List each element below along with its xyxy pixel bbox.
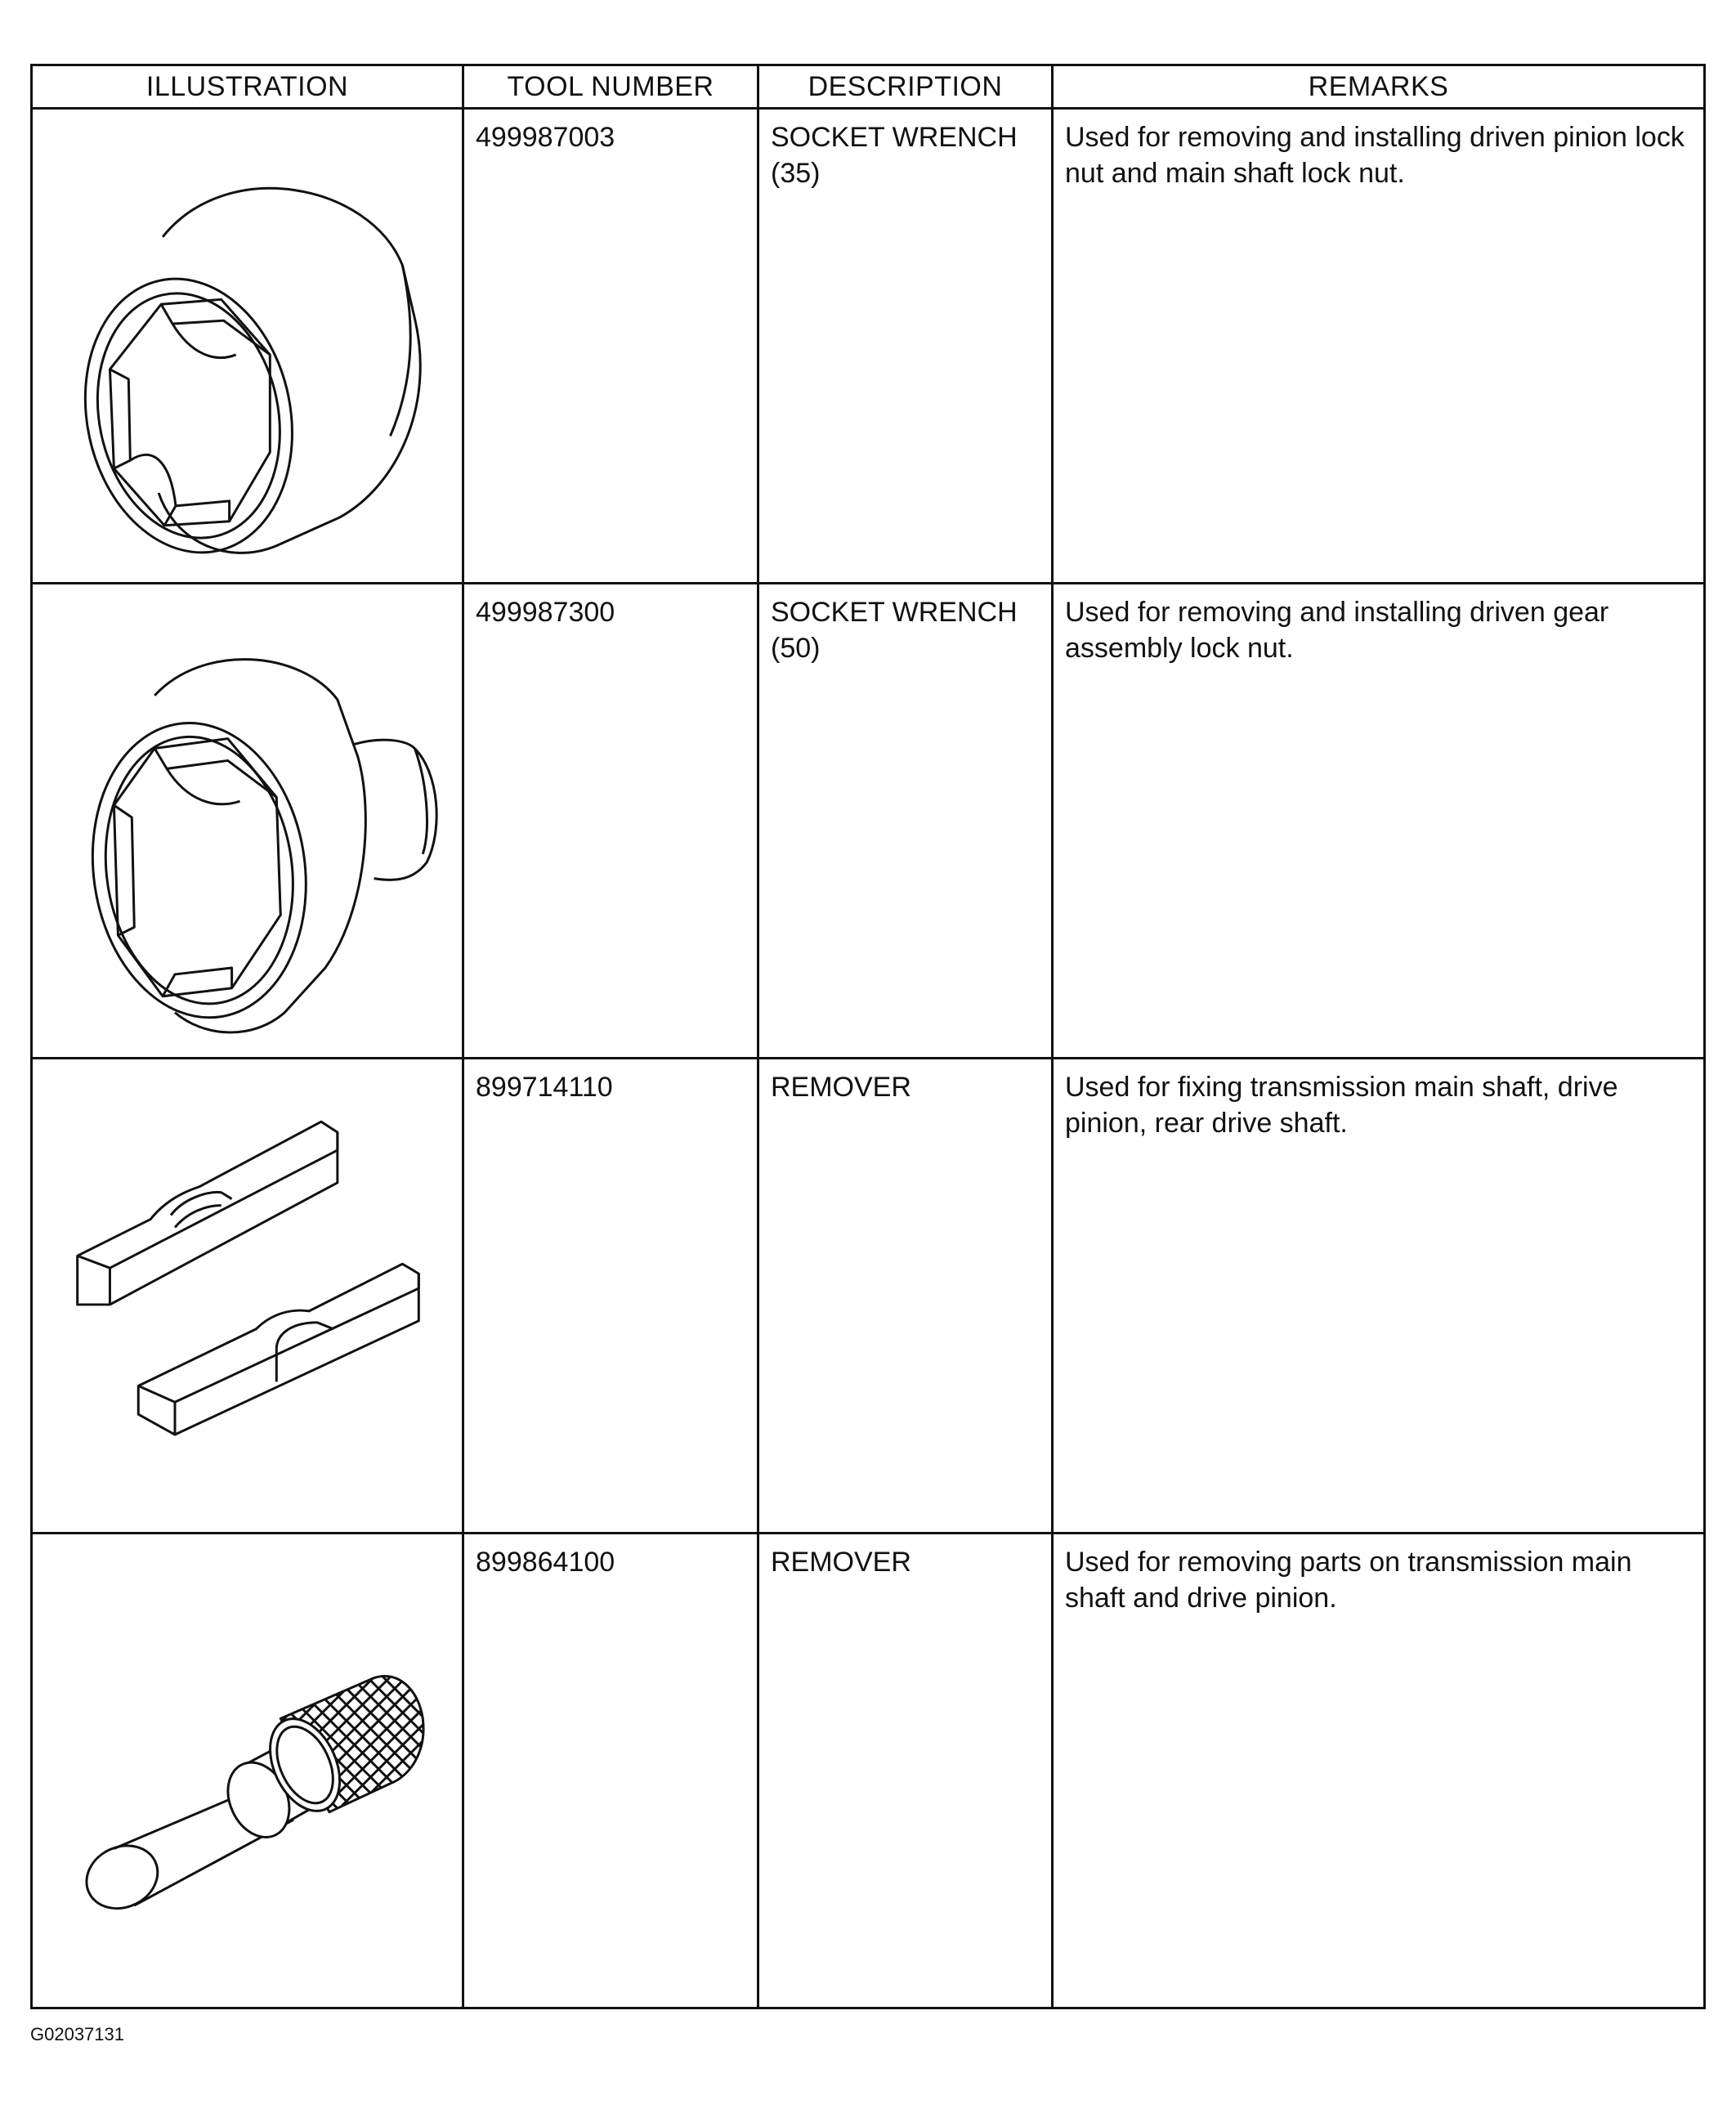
description-line: REMOVER [771, 1072, 911, 1103]
socket-wrench-35-icon [33, 110, 462, 582]
remarks-cell: Used for removing parts on transmission main shaft and drive pinion. [1053, 1534, 1705, 2008]
remarks-cell: Used for removing and installing driven gear assembly lock nut. [1053, 584, 1705, 1059]
header-tool-number: TOOL NUMBER [463, 65, 758, 109]
table-header-row [32, 65, 1705, 109]
table-row [32, 1534, 1705, 2008]
tool-number-cell: 499987003 [463, 109, 758, 584]
description-line: SOCKET WRENCH [771, 597, 1018, 628]
description-line: SOCKET WRENCH [771, 122, 1018, 153]
figure-reference: G02037131 [30, 2024, 124, 2044]
illustration-cell [32, 584, 463, 1059]
description-cell [758, 1059, 1053, 1534]
description-line: REMOVER [771, 1547, 911, 1578]
description-cell [758, 1534, 1053, 2008]
special-tools-table [30, 64, 1706, 2009]
header-illustration: ILLUSTRATION [32, 65, 463, 109]
socket-wrench-50-icon [33, 584, 462, 1057]
description-line: (50) [771, 633, 821, 664]
illustration-cell [32, 1534, 463, 2008]
description-line: (35) [771, 158, 821, 189]
remarks-cell: Used for removing and installing driven pinion lock nut and main shaft lock nut. [1053, 109, 1705, 584]
tool-number-cell: 499987300 [463, 584, 758, 1059]
table-row [32, 1059, 1705, 1534]
table-row [32, 109, 1705, 584]
tool-number-cell: 899714110 [463, 1059, 758, 1534]
header-description: DESCRIPTION [758, 65, 1053, 109]
header-remarks: REMARKS [1053, 65, 1705, 109]
remarks-cell: Used for fixing transmission main shaft, drive pinion, rear drive shaft. [1053, 1059, 1705, 1534]
description-cell [758, 109, 1053, 584]
description-cell [758, 584, 1053, 1059]
remover-knurled-icon [33, 1534, 462, 2007]
tool-number-cell: 899864100 [463, 1534, 758, 2008]
illustration-cell [32, 109, 463, 584]
table-row [32, 584, 1705, 1059]
illustration-cell [32, 1059, 463, 1534]
remover-blocks-icon [33, 1059, 462, 1532]
